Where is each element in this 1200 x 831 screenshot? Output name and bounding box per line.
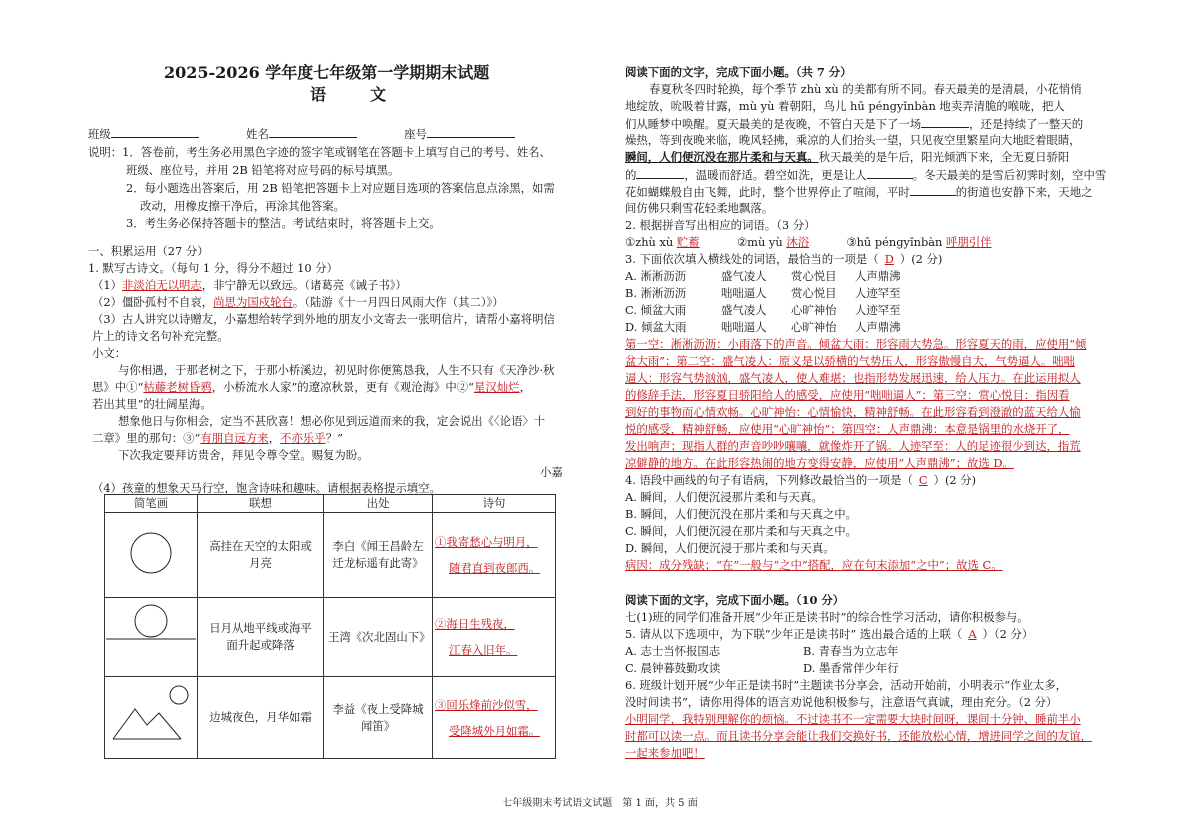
faulty-sentence: 瞬间，人们便沉没在那片柔和与天真。 <box>625 150 819 164</box>
reading-2-intro: 七(1)班的同学们准备开展“少年正是读书时”的综合性学习活动，请你积极参与。 <box>625 610 1029 624</box>
q5-options-row <box>625 660 899 677</box>
col-header-drawing: 简笔画 <box>105 495 198 513</box>
letter-line-6: 下次我定要拜访贵舍，拜见令尊令堂。赐复为盼。 <box>118 448 369 462</box>
table-row <box>105 677 556 759</box>
q5-answer: A <box>968 627 977 641</box>
verse-cell <box>433 513 556 598</box>
q5-option: C. 晨钟暮鼓勤攻读 <box>625 661 721 675</box>
source-cell: 王湾《次北固山下》 <box>324 598 433 677</box>
q3-explanation: 的修辞手法，形容夏日骄阳给人的感受，应使用“咄咄逼人”；第三空：赏心悦目：指因看 <box>625 388 1070 402</box>
q3-answer: D <box>884 252 894 266</box>
q1-2: （2）僵卧孤村不自哀，尚思为国戍轮台。（陆游《十一月四日风雨大作（其二）》） <box>92 295 504 309</box>
source-cell: 李益《夜上受降城闻笛》 <box>324 677 433 759</box>
instruction-2: 2．每小题选出答案后，用 2B 铅笔把答题卡上对应题目选项的答案信息点涂黑，如需 <box>126 181 555 195</box>
passage-line: 的 ，温暖而舒适。碧空如洗，更是让人 。冬天最美的是雪后初霁时刻，空中雪 <box>625 168 1107 182</box>
q5-option: B. 青春当为立志年 <box>803 644 899 658</box>
q4-option: B. 瞬间，人们便沉没在那片柔和与天真之中。 <box>625 507 858 521</box>
q1-1-answer: 非淡泊无以明志 <box>122 278 202 292</box>
q2-answer-1: 贮蓄 <box>676 235 700 249</box>
q4-explanation: 病因：成分残缺；“在”一般与“之中”搭配，应在句末添加“之中”；故选 C。 <box>625 558 1003 572</box>
passage-line: 春夏秋冬四时轮换，每个季节 zhù xù 的美都有所不同。春天最美的是清晨，小花悄悄 <box>649 82 1082 96</box>
col-header-association: 联想 <box>198 495 324 513</box>
verse-answer: ②海日生残夜， <box>435 617 515 631</box>
verse-cell <box>433 598 556 677</box>
q5-option: D. 墨香常伴少年行 <box>803 661 899 675</box>
drawing-sun-moon <box>105 513 198 598</box>
q4-option: C. 瞬间，人们便沉浸在那片柔和与天真之中。 <box>625 524 857 538</box>
letter-signature: 小嘉 <box>540 465 563 479</box>
instruction-1b: 班级、座位号，并用 2B 铅笔将对应号码的标号填黑。 <box>126 163 400 177</box>
info-fields <box>88 125 515 143</box>
association-cell: 日月从地平线或海平面升起或降落 <box>198 598 324 677</box>
q5-stem: 5. 请从以下选项中，为下联“少年正是读书时” 选出最合适的上联（ A ）（2 分） <box>625 627 1034 641</box>
q5-options-row <box>625 643 898 660</box>
instruction-3: 3．考生务必保持答题卡的整洁。考试结束时，将答题卡上交。 <box>126 216 441 230</box>
letter-line-1: 与你相遇，于那老树之下，于那小桥溪边，初见时你便篤恳我，人生不只有《天净沙·秋 <box>118 363 555 377</box>
q1-stem: 1. 默写古诗文。（每句 1 分，得分不超过 10 分） <box>88 261 339 275</box>
q3-option: B. 淅淅沥沥 咄咄逼人 赏心悦目 人迹罕至 <box>625 286 901 300</box>
q4-stem: 4. 语段中画线的句子有语病，下列修改最恰当的一项是（ C ）(2 分) <box>625 473 977 487</box>
verse-answer: ③回乐烽前沙似雪， <box>435 697 538 712</box>
q2-answer-3: 呼朋引伴 <box>945 235 992 249</box>
exam-title: 2025-2026 学年度七年级第一学期期末试题 <box>164 63 490 82</box>
letter-line-4: 想象他日与你相会，定当不甚欣喜！想必你见到远道而来的我，定会说出《〈论语〉十 <box>118 414 546 428</box>
passage-line: 们从睡梦中唤醒。夏天最美的是夜晚，不管白天是下了一场 ，还是持续了一整天的 <box>625 117 1084 131</box>
page-footer: 七年级期末考试语文试题 第 1 面，共 5 面 <box>502 798 698 809</box>
q4-option: A. 瞬间，人们便沉浸那片柔和与天真。 <box>625 490 823 504</box>
verse-answer: 江春入旧年。 <box>449 643 518 657</box>
drawing-mountain-moon <box>105 677 198 759</box>
table-row <box>105 513 556 598</box>
col-header-source: 出处 <box>324 495 433 513</box>
q3-option: D. 倾盆大雨 咄咄逼人 心旷神怡 人声鼎沸 <box>625 320 901 334</box>
passage-line: 瞬间，人们便沉没在那片柔和与天真。秋天最美的是午后，阳光倾洒下来，全无夏日骄阳 <box>625 150 1070 164</box>
circle-sketch-icon <box>126 528 176 578</box>
subject-title: 语 文 <box>310 85 401 104</box>
q3-option: A. 淅淅沥沥 盛气凌人 赏心悦目 人声鼎沸 <box>625 269 901 283</box>
q3-stem: 3. 下面依次填入横线处的词语，最恰当的一项是（ D ）(2 分) <box>625 252 943 266</box>
name-label: 姓名 <box>246 127 269 141</box>
letter-line-3: 若出其里”的壮阔星海。 <box>92 397 212 411</box>
letter-line-2: 思》中①“枯藤老树昏鸦，小桥流水人家”的遼凉秋景，更有《观沧海》中②“星汉灿烂， <box>92 380 531 394</box>
q4-answer: C <box>918 473 928 487</box>
letter-answer-3: 有朋自远方来 <box>200 431 269 445</box>
letter-answer-4: 不亦乐乎 <box>280 431 326 445</box>
q6-answer: 时都可以读一点。而且读书分享会能让我们交换好书，还能放松心情，增进同学之间的友谊， <box>625 729 1093 743</box>
reading-2-heading: 阅读下面的文字，完成下面小题。（10 分） <box>625 593 845 607</box>
class-label: 班级 <box>88 127 111 141</box>
table-row <box>105 598 556 677</box>
q2-answers: ①zhù xù 贮蓄 ②mù yù 沐浴 ③hū péngyǐnbàn 呼朋引伴 <box>625 235 992 249</box>
association-cell: 高挂在天空的太阳或月亮 <box>198 513 324 598</box>
instruction-2b: 改动，用橡皮擦干净后，再涂其他答案。 <box>140 199 346 213</box>
verse-answer: 受降城外月如霜。 <box>449 723 541 738</box>
letter-line-5: 二章》里的那句：③“有朋自远方来，不亦乐乎？” <box>92 431 343 445</box>
verse-cell <box>433 677 556 759</box>
q1-3-cont: 片上的诗文名句补充完整。 <box>92 329 229 343</box>
verse-answer: 随君直到夜郎西。 <box>449 561 541 575</box>
drawing-rising-sun <box>105 598 198 677</box>
letter-salutation: 小文： <box>92 346 127 360</box>
q6-stem: 6. 班级计划开展“少年正是读书时”主题读书分享会，活动开始前，小明表示“作业太多， <box>625 678 1068 692</box>
seat-label: 座号 <box>404 127 427 141</box>
q2-stem: 2. 根据拼音写出相应的词语。（3 分） <box>625 218 816 232</box>
letter-answer-2: 星汉灿烂 <box>474 380 520 394</box>
q3-explanation: 悦的感受，精神舒畅，应使用“心旷神怡”；第四空：人声鼎沸：本意是锅里的水烧开了， <box>625 422 1070 436</box>
q3-option: C. 倾盆大雨 盛气凌人 心旷神怡 人迹罕至 <box>625 303 901 317</box>
q2-answer-2: 沐浴 <box>786 235 810 249</box>
q1-4: （4）孩童的想象天马行空，饱含诗味和趣味。请根据表格提示填空。 <box>92 481 441 495</box>
letter-answer-1: 枯藤老树昏鸦 <box>143 380 212 394</box>
q1-3: （3）古人讲究以诗赠友，小嘉想给转学到外地的朋友小文寄去一张明信片，请帮小嘉将明信 <box>92 312 555 326</box>
q3-explanation: 逼人：形容气势汹汹，盛气凌人，使人难堪；也指形势发展迅速，给人压力。在此运用拟人 <box>625 371 1081 385</box>
q3-explanation: 凉僻静的地方。在此形容热闹的地方变得安静，应使用“人声鼎沸”；故选 D。 <box>625 456 1014 470</box>
q5-option: A. 志士当怀报国志 <box>625 644 721 658</box>
horizon-sketch-icon <box>106 599 196 671</box>
passage-line: 花如蝴蝶般自由飞舞，此时，整个世界停止了喧闹，平时 的街道也安静下来，天地之 <box>625 185 1093 199</box>
q3-explanation: 盆大雨”；第二空：盛气凌人：原义是以骄横的气势压人，形容傲慢自大，气势逼人。咄咄 <box>625 354 1076 368</box>
q3-explanation: 到好的事物而心情欢畅。心旷神怡：心情愉快，精神舒畅。在此形容看到澄澈的蓝天给人愉 <box>625 405 1081 419</box>
instruction-1: 说明：1．答卷前，考生务必用黑色字迹的签字笔或钢笔在答题卡上填写自己的考号、姓名、 <box>88 145 551 159</box>
q1-1: （1）非淡泊无以明志，非宁静无以致远。（诸葛亮《诫子书》） <box>92 278 407 292</box>
poem-table <box>104 494 556 759</box>
q4-option: D. 瞬间，人们便沉浸于那片柔和与天真。 <box>625 541 835 555</box>
q1-2-answer: 尚思为国戍轮台 <box>213 295 293 309</box>
mountain-moon-sketch-icon <box>109 683 193 747</box>
source-cell: 李白《闻王昌龄左迁龙标遥有此寄》 <box>324 513 433 598</box>
passage-line: 间仿佛只剩雪花轻柔地飘落。 <box>625 201 774 215</box>
reading-1-heading: 阅读下面的文字，完成下面小题。（共 7 分） <box>625 65 852 79</box>
verse-answer: ①我寄愁心与明月， <box>435 535 538 549</box>
section-heading: 一、积累运用（27 分） <box>88 244 209 258</box>
q6-answer: 小明同学，我特别理解你的烦恼。不过读书不一定需要大块时间呀，课间十分钟、睡前半小 <box>625 712 1081 726</box>
association-cell: 边城夜色，月华如霜 <box>198 677 324 759</box>
col-header-verse: 诗句 <box>433 495 556 513</box>
q6-stem-cont: 没时间读书”，请你用得体的语言劝说他积极参与，注意语气真诚，理由充分。（2 分） <box>625 695 1058 709</box>
passage-line: 地绽放，吮吸着甘露，mù yù 着朝阳，鸟儿 hū péngyǐnbàn 地卖弄清脆的喉咙，把人 <box>625 99 1065 113</box>
q6-answer: 一起来参加吧！ <box>625 746 705 760</box>
q3-explanation: 发出响声；现指人群的声音吵吵嚷嚷，就像炸开了锅。人迹罕至：人的足迹很少到达，指荒 <box>625 439 1081 453</box>
q3-explanation: 第一空：淅淅沥沥：小雨落下的声音。倾盆大雨：形容雨大势急。形容夏天的雨，应使用“倾 <box>625 337 1087 351</box>
passage-line: 燥热，等到夜晚来临，晚风轻拂，乘凉的人们抬头一望，只见夜空里繁星向大地眨着眼睛， <box>625 133 1081 147</box>
